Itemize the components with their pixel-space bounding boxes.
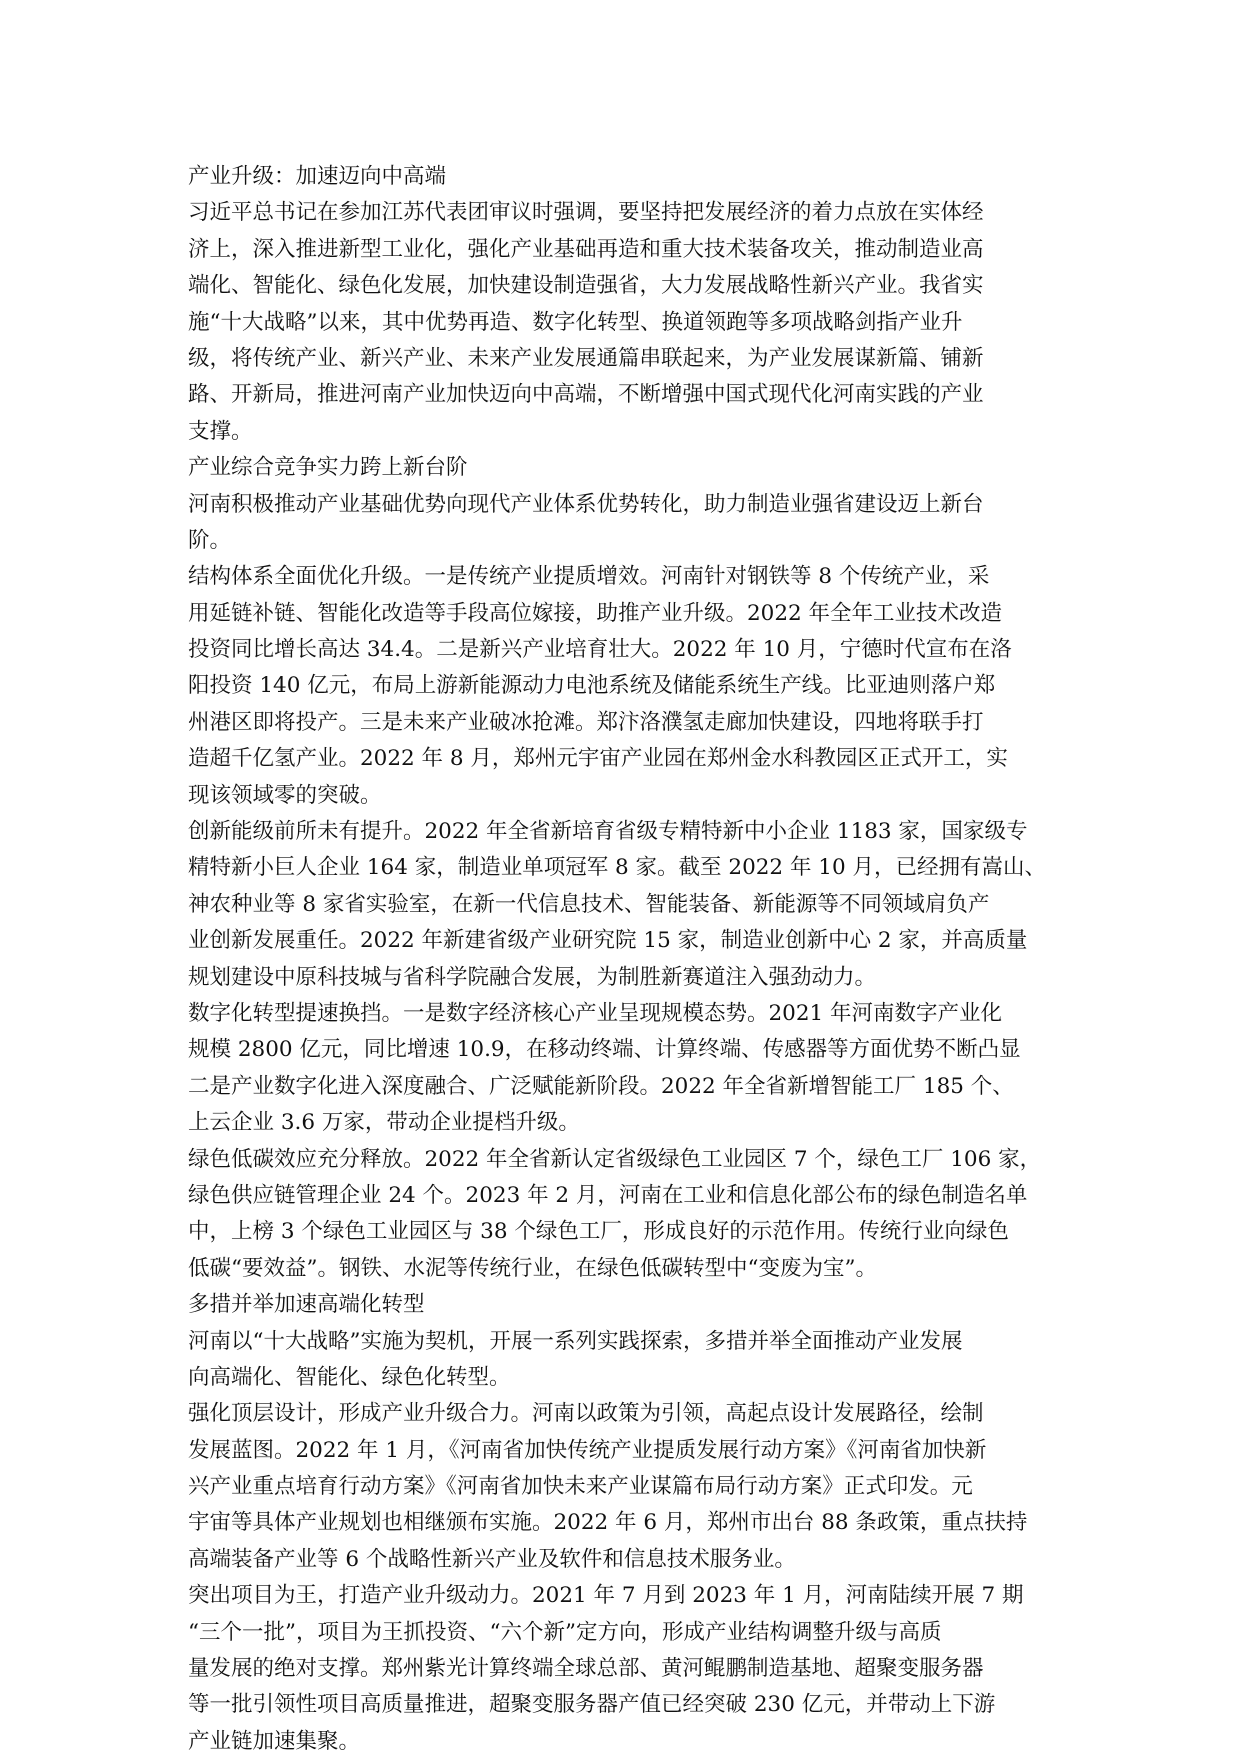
text-line: 神农种业等 8 家省实验室，在新一代信息技术、智能装备、新能源等不同领域肩负产 bbox=[188, 891, 990, 917]
text-line: 济上，深入推进新型工业化，强化产业基础再造和重大技术装备攻关，推动制造业高 bbox=[188, 236, 984, 262]
text-line: 数字化转型提速换挡。一是数字经济核心产业呈现规模态势。2021 年河南数字产业化 bbox=[188, 1000, 1003, 1026]
text-line: 产业链加速集聚。 bbox=[188, 1728, 361, 1754]
text-line: 上云企业 3.6 万家，带动企业提档升级。 bbox=[188, 1110, 580, 1136]
text-line: 规划建设中原科技城与省科学院融合发展，为制胜新赛道注入强劲动力。 bbox=[188, 964, 877, 990]
text-line: 路、开新局，推进河南产业加快迈向中高端，不断增强中国式现代化河南实践的产业 bbox=[188, 382, 984, 408]
text-line: 现该领域零的突破。 bbox=[188, 782, 382, 808]
text-line: 二是产业数字化进入深度融合、广泛赋能新阶段。2022 年全省新增智能工厂 185 个、 bbox=[188, 1073, 1014, 1099]
text-line: 阳投资 140 亿元，布局上游新能源动力电池系统及储能系统生产线。比亚迪则落户郑 bbox=[188, 673, 996, 699]
text-line: 中，上榜 3 个绿色工业园区与 38 个绿色工厂，形成良好的示范作用。传统行业向绿色 bbox=[188, 1219, 1009, 1245]
text-line: 施“十大战略”以来，其中优势再造、数字化转型、换道领跑等多项战略剑指产业升 bbox=[188, 309, 963, 335]
text-line: 高端装备产业等 6 个战略性新兴产业及软件和信息技术服务业。 bbox=[188, 1546, 796, 1572]
text-line: 州港区即将投产。三是未来产业破冰抢滩。郑汴洛濮氢走廊加快建设，四地将联手打 bbox=[188, 709, 984, 735]
text-line: 宇宙等具体产业规划也相继颁布实施。2022 年 6 月，郑州市出台 88 条政策，重点扶持 bbox=[188, 1510, 1028, 1536]
text-line: 结构体系全面优化升级。一是传统产业提质增效。河南针对钢铁等 8 个传统产业，采 bbox=[188, 564, 990, 590]
text-line: 精特新小巨人企业 164 家，制造业单项冠军 8 家。截至 2022 年 10 月，已经拥有嵩山、 bbox=[188, 855, 1046, 881]
text-line: 产业综合竞争实力跨上新台阶 bbox=[188, 455, 468, 481]
text-line: 投资同比增长高达 34.4。二是新兴产业培育壮大。2022 年 10 月，宁德时代宣布在洛 bbox=[188, 637, 1012, 663]
text-line: 河南积极推动产业基础优势向现代产业体系优势转化，助力制造业强省建设迈上新台 bbox=[188, 491, 984, 517]
text-line: 业创新发展重任。2022 年新建省级产业研究院 15 家，制造业创新中心 2 家，并高质量 bbox=[188, 928, 1028, 954]
text-line: “三个一批”，项目为王抓投资、“六个新”定方向，形成产业结构调整升级与高质 bbox=[188, 1619, 942, 1645]
text-line: 发展蓝图。2022 年 1 月，《河南省加快传统产业提质发展行动方案》《河南省加快新 bbox=[188, 1437, 987, 1463]
text-line: 河南以“十大战略”实施为契机，开展一系列实践探索，多措并举全面推动产业发展 bbox=[188, 1328, 963, 1354]
text-line: 创新能级前所未有提升。2022 年全省新培育省级专精特新中小企业 1183 家，国家级专 bbox=[188, 819, 1028, 845]
text-line: 阶。 bbox=[188, 527, 232, 553]
text-line: 习近平总书记在参加江苏代表团审议时强调，要坚持把发展经济的着力点放在实体经 bbox=[188, 200, 984, 226]
text-line: 等一批引领性项目高质量推进，超聚变服务器产值已经突破 230 亿元，并带动上下游 bbox=[188, 1692, 996, 1718]
text-line: 支撑。 bbox=[188, 418, 253, 444]
document-body bbox=[188, 159, 1048, 1760]
text-line: 量发展的绝对支撑。郑州紫光计算终端全球总部、黄河鲲鹏制造基地、超聚变服务器 bbox=[188, 1656, 984, 1682]
text-line: 级，将传统产业、新兴产业、未来产业发展通篇串联起来，为产业发展谋新篇、铺新 bbox=[188, 345, 984, 371]
text-line: 绿色供应链管理企业 24 个。2023 年 2 月，河南在工业和信息化部公布的绿色制造名单 bbox=[188, 1182, 1028, 1208]
text-line: 规模 2800 亿元，同比增速 10.9，在移动终端、计算终端、传感器等方面优势不断凸显 bbox=[188, 1037, 1021, 1063]
text-line: 产业升级：加速迈向中高端 bbox=[188, 164, 447, 189]
text-line: 突出项目为王，打造产业升级动力。2021 年 7 月到 2023 年 1 月，河南陆续开展 7 期 bbox=[188, 1583, 1024, 1609]
text-line: 强化顶层设计，形成产业升级合力。河南以政策为引领，高起点设计发展路径，绘制 bbox=[188, 1401, 984, 1427]
text-line: 兴产业重点培育行动方案》《河南省加快未来产业谋篇布局行动方案》正式印发。元 bbox=[188, 1474, 973, 1500]
text-line: 造超千亿氢产业。2022 年 8 月，郑州元宇宙产业园在郑州金水科教园区正式开工，实 bbox=[188, 746, 1008, 772]
text-line: 向高端化、智能化、绿色化转型。 bbox=[188, 1364, 511, 1390]
text-line: 多措并举加速高端化转型 bbox=[188, 1292, 425, 1318]
text-line: 端化、智能化、绿色化发展，加快建设制造强省，大力发展战略性新兴产业。我省实 bbox=[188, 273, 984, 299]
text-line: 低碳“要效益”。钢铁、水泥等传统行业，在绿色低碳转型中“变废为宝”。 bbox=[188, 1255, 877, 1281]
text-line: 用延链补链、智能化改造等手段高位嫁接，助推产业升级。2022 年全年工业技术改造 bbox=[188, 600, 1003, 626]
text-line: 绿色低碳效应充分释放。2022 年全省新认定省级绿色工业园区 7 个，绿色工厂 106 家， bbox=[188, 1146, 1042, 1172]
